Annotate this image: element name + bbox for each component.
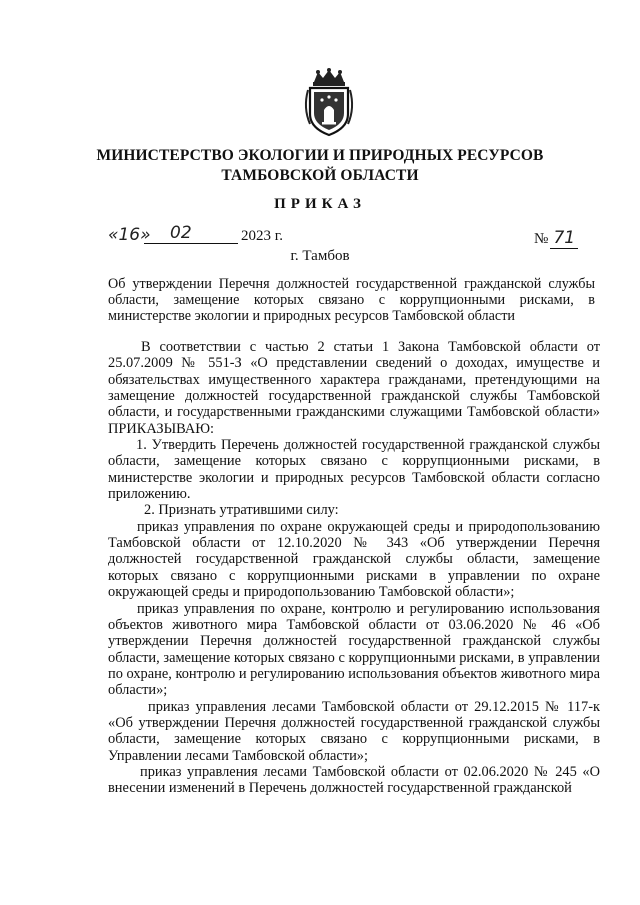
item-2-paragraph: 2. Признать утратившими силу:	[144, 502, 339, 519]
ministry-name-line1: МИНИСТЕРСТВО ЭКОЛОГИИ И ПРИРОДНЫХ РЕСУРСОВ	[96, 147, 544, 164]
repealed-order-3: приказ управления лесами Тамбовской области от 29.12.2015 № 117-к «Об утверждении Перечня должностей государственной гражданской службы области, замещение которых связано с коррупционными рисками, в Управлении лесами Тамбовской области»;	[108, 698, 600, 764]
repealed-order-2: приказ управления по охране, контролю и регулированию использования объектов животного мира Тамбовской области от 03.06.2020 № 46 «Об утверждении Перечня должностей государственной гражданской службы области, замещение которых связано с коррупционными рисками, в управлении по охране, контролю и регулированию использования объектов животного мира области»;	[108, 600, 600, 699]
repealed-order-1: приказ управления по охране окружающей среды и природопользованию Тамбовской области от 12.10.2020 № 343 «Об утверждении Перечня должностей государственной гражданской службы области, замещение которых связано с коррупционными рисками в управлении по охране окружающей среды и природопользованию Тамбовской области»;	[108, 518, 600, 601]
date-day: «16»	[108, 225, 151, 245]
tambov-coat-of-arms-icon	[300, 68, 358, 138]
order-subject: Об утверждении Перечня должностей государственной гражданской службы области, замещение которых связано с коррупционными рисками, в министерстве экологии и природных ресурсов Тамбовской области	[108, 276, 595, 324]
document-type: ПРИКАЗ	[274, 196, 366, 212]
repealed-order-4: приказ управления лесами Тамбовской области от 02.06.2020 № 245 «О внесении изменений в Перечень должностей государственной гражданской	[108, 763, 600, 797]
ministry-name	[0, 146, 640, 186]
number-value: 71	[550, 228, 578, 249]
ministry-name-line2: ТАМБОВСКОЙ ОБЛАСТИ	[221, 167, 419, 184]
order-body	[108, 339, 600, 797]
preamble-paragraph: В соответствии с частью 2 статьи 1 Закона Тамбовской области от 25.07.2009 № 551-З «О представлении сведений о доходах, имуществе и обязательствах имущественного характера гражданами, претендующими на замещение должностей государственной гражданской службы Тамбовской области, и государственными гражданскими служащими Тамбовской области» ПРИКАЗЫВАЮ:	[108, 339, 600, 437]
city: г. Тамбов	[290, 248, 350, 264]
date-month-line	[144, 223, 238, 244]
item-1-paragraph: 1. Утвердить Перечень должностей государственной гражданской службы области, замещение которых связано с коррупционными рисками, в министерстве экологии и природных ресурсов Тамбовской области согласно приложению.	[108, 437, 600, 503]
date-year: 2023 г.	[241, 228, 283, 244]
date-month: 02	[170, 223, 192, 243]
number-label: №	[534, 231, 549, 247]
order-number	[534, 228, 578, 249]
